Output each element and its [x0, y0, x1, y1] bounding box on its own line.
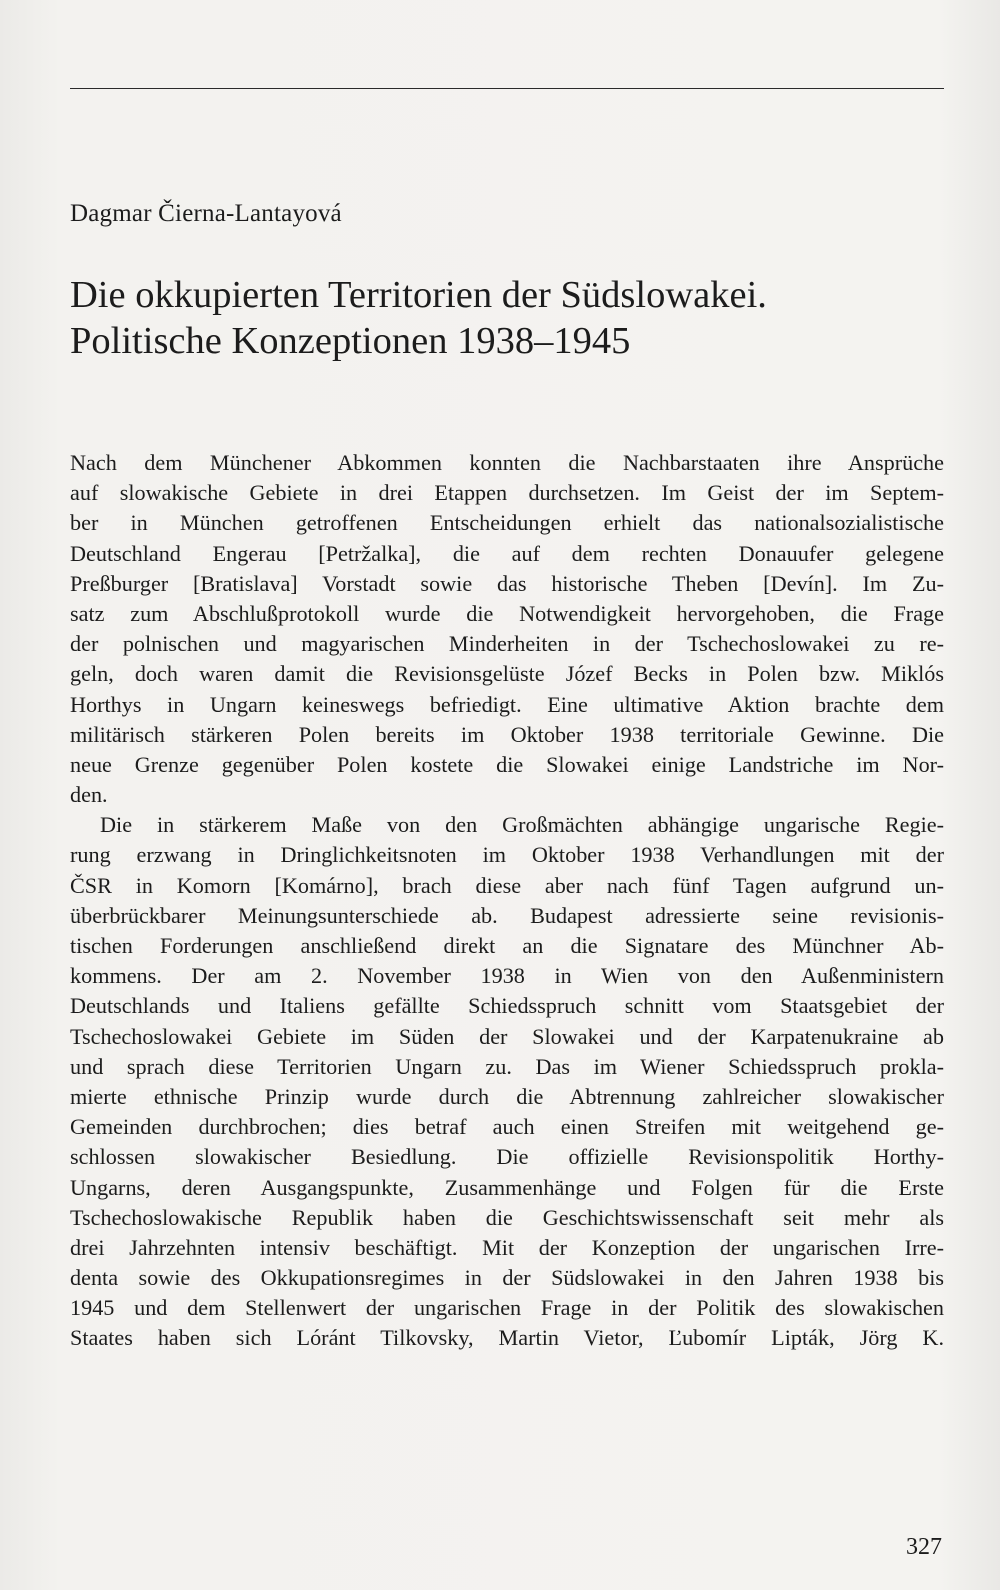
- body-line: kommens. Der am 2. November 1938 in Wien von den Außenministern: [70, 963, 944, 989]
- header-rule: [70, 88, 944, 89]
- body-line: tischen Forderungen anschließend direkt an die Signatare des Münchner Ab-: [70, 933, 944, 958]
- body-line: Preßburger [Bratislava] Vorstadt sowie das historische Theben [Devín]. Im Zu-: [70, 570, 944, 596]
- body-line: Horthys in Ungarn keineswegs befriedigt. Eine ultimative Aktion brachte dem: [70, 691, 944, 717]
- body-line: mierte ethnische Prinzip wurde durch die Abtrennung zahlreicher slowakischer: [70, 1083, 944, 1109]
- body-line: drei Jahrzehnten intensiv beschäftigt. Mit der Konzeption der ungarischen Irre-: [70, 1234, 944, 1260]
- body-line: Gemeinden durchbrochen; dies betraf auch einen Streifen mit weitgehend ge-: [70, 1114, 944, 1140]
- body-line: Staates haben sich Lóránt Tilkovsky, Martin Vietor, Ľubomír Lipták, Jörg K.: [70, 1325, 944, 1351]
- body-line: militärisch stärkeren Polen bereits im Oktober 1938 territoriale Gewinne. Die: [70, 721, 944, 747]
- body-line: Nach dem Münchener Abkommen konnten die Nachbarstaaten ihre Ansprüche: [70, 450, 944, 475]
- body-text: [70, 448, 944, 1354]
- body-line: den.: [70, 782, 108, 808]
- body-line: Deutschland Engerau [Petržalka], die auf dem rechten Donauufer gelegene: [70, 540, 944, 566]
- chapter-title-line-1: Die okkupierten Territorien der Südslowakei.: [70, 274, 767, 316]
- body-line: schlossen slowakischer Besiedlung. Die offizielle Revisionspolitik Horthy-: [70, 1144, 944, 1170]
- page-number: 327: [906, 1534, 942, 1560]
- body-line: ber in München getroffenen Entscheidungen erhielt das nationalsozialistische: [70, 510, 944, 536]
- body-line: satz zum Abschlußprotokoll wurde die Notwendigkeit hervorgehoben, die Frage: [70, 600, 944, 626]
- author-name: Dagmar Čierna-Lantayová: [70, 200, 342, 227]
- body-line: auf slowakische Gebiete in drei Etappen durchsetzen. Im Geist der im Septem-: [70, 480, 944, 506]
- body-line: Tschechoslowakei Gebiete im Süden der Slowakei und der Karpatenukraine ab: [70, 1023, 944, 1049]
- body-line: geln, doch waren damit die Revisionsgelüste Józef Becks in Polen bzw. Miklós: [70, 661, 944, 687]
- body-line: neue Grenze gegenüber Polen kostete die Slowakei einige Landstriche im Nor-: [70, 751, 944, 777]
- body-line: Ungarns, deren Ausgangspunkte, Zusammenhänge und Folgen für die Erste: [70, 1174, 944, 1200]
- body-line: und sprach diese Territorien Ungarn zu. Das im Wiener Schiedsspruch prokla-: [70, 1053, 944, 1079]
- body-line: Deutschlands und Italiens gefällte Schiedsspruch schnitt vom Staatsgebiet der: [70, 993, 944, 1019]
- body-line: ČSR in Komorn [Komárno], brach diese aber nach fünf Tagen aufgrund un-: [70, 872, 944, 898]
- body-line: 1945 und dem Stellenwert der ungarischen Frage in der Politik des slowakischen: [70, 1295, 944, 1321]
- body-line: überbrückbarer Meinungsunterschiede ab. Budapest adressierte seine revisionis-: [70, 902, 944, 928]
- chapter-title: [70, 272, 950, 364]
- body-line: der polnischen und magyarischen Minderheiten in der Tschechoslowakei zu re-: [70, 631, 944, 657]
- body-line: denta sowie des Okkupationsregimes in der Südslowakei in den Jahren 1938 bis: [70, 1265, 944, 1291]
- body-line: Tschechoslowakische Republik haben die Geschichtswissenschaft seit mehr als: [70, 1204, 944, 1230]
- body-line: Die in stärkerem Maße von den Großmächten abhängige ungarische Regie-: [100, 812, 944, 838]
- chapter-title-line-2: Politische Konzeptionen 1938–1945: [70, 320, 631, 362]
- body-line: rung erzwang in Dringlichkeitsnoten im Oktober 1938 Verhandlungen mit der: [70, 842, 944, 868]
